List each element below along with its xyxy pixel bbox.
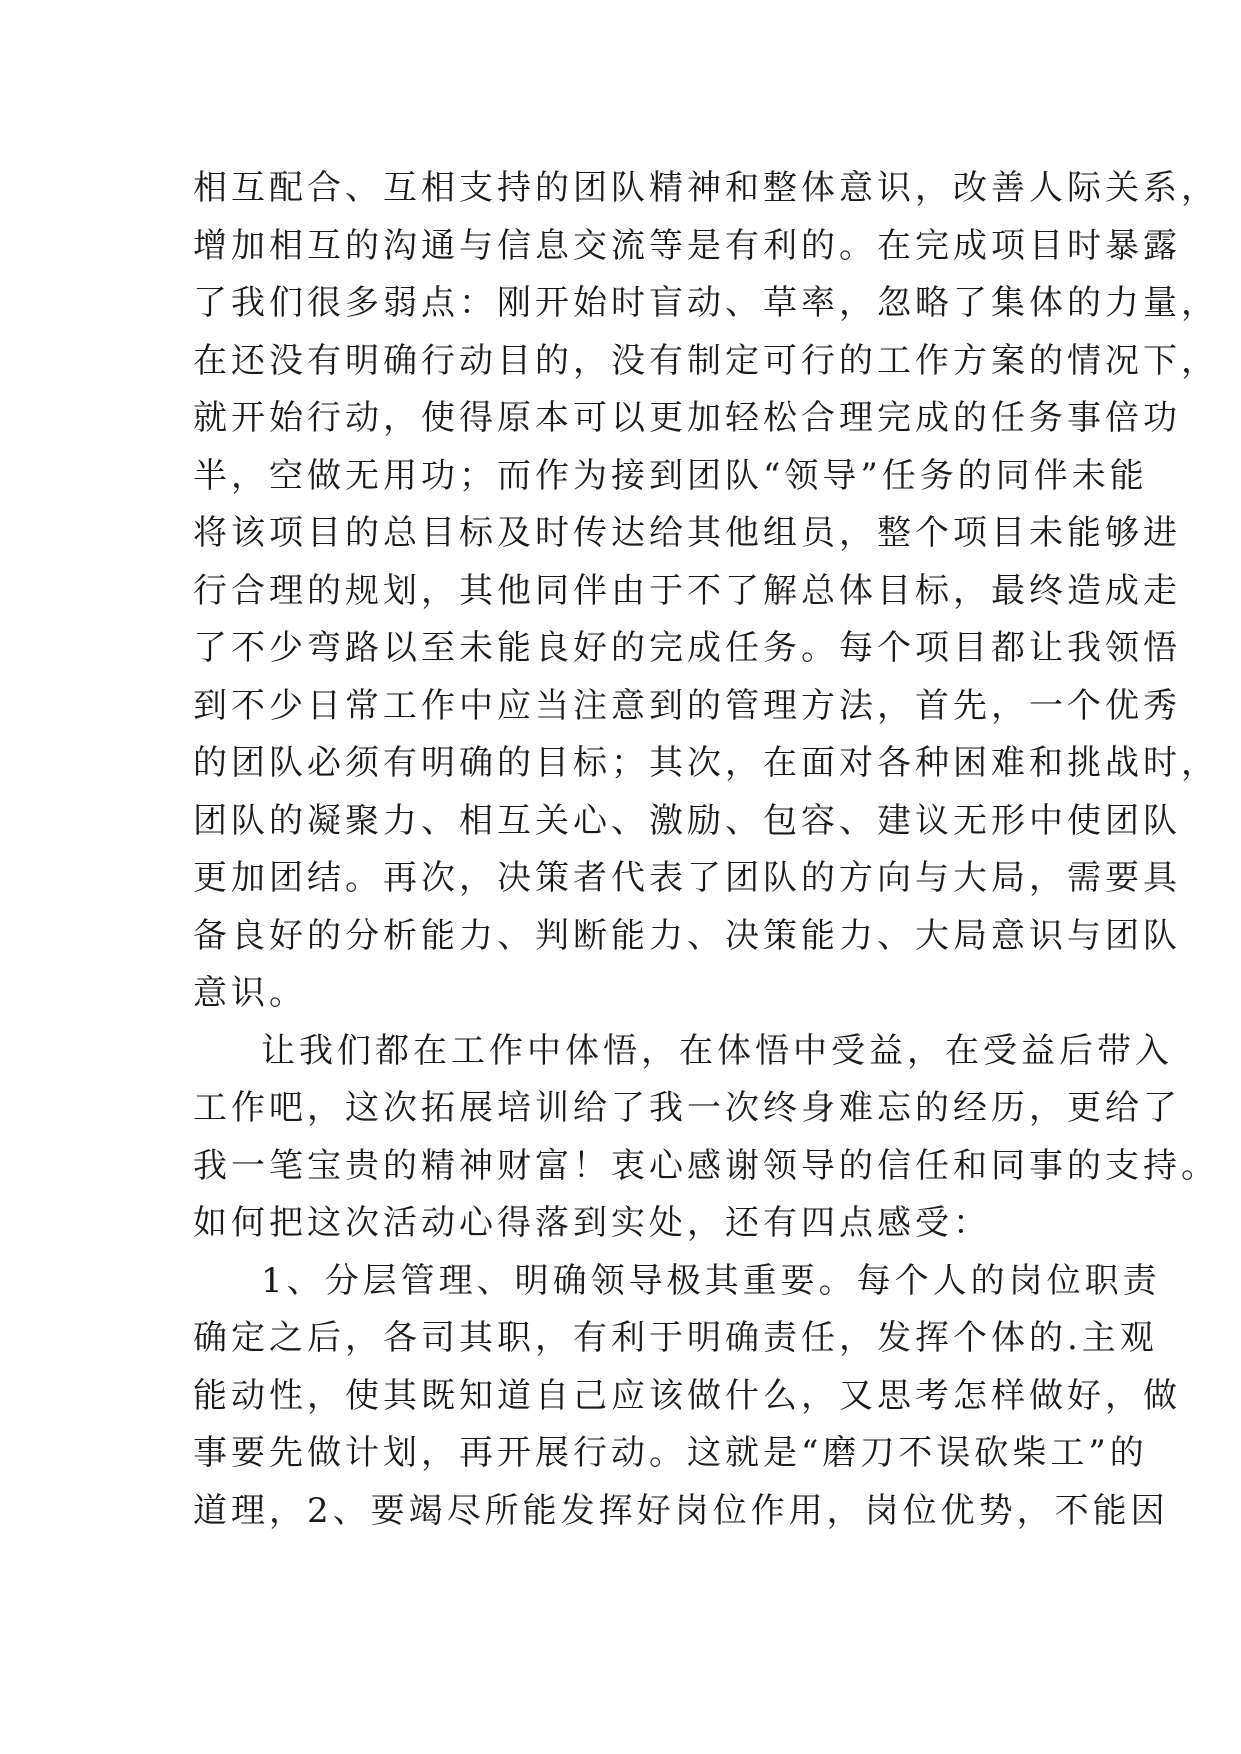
text-line: 在还没有明确行动目的，没有制定可行的工作方案的情况下， bbox=[193, 340, 1219, 381]
text-line: 事要先做计划，再开展行动。这就是“磨刀不误砍柴工”的 bbox=[193, 1433, 1148, 1473]
body-text bbox=[193, 160, 1219, 1540]
text-line: 增加相互的沟通与信息交流等是有利的。在完成项目时暴露 bbox=[193, 225, 1181, 266]
text-line: 了不少弯路以至未能良好的完成任务。每个项目都让我领悟 bbox=[193, 628, 1181, 668]
text-line: 能动性，使其既知道自己应该做什么，又思考怎样做好，做 bbox=[193, 1375, 1181, 1416]
text-line: 让我们都在工作中体悟，在体悟中受益，在受益后带入 bbox=[261, 1030, 1173, 1071]
text-line: 确定之后，各司其职，有利于明确责任，发挥个体的.主观 bbox=[193, 1318, 1158, 1358]
text-line: 了我们很多弱点：刚开始时盲动、草率，忽略了集体的力量， bbox=[193, 283, 1219, 323]
text-line: 工作吧，这次拓展培训给了我一次终身难忘的经历，更给了 bbox=[193, 1088, 1181, 1128]
text-line: 我一笔宝贵的精神财富！衷心感谢领导的信任和同事的支持。 bbox=[193, 1145, 1219, 1186]
text-line: 将该项目的总目标及时传达给其他组员，整个项目未能够进 bbox=[193, 513, 1181, 553]
text-line: 更加团结。再次，决策者代表了团队的方向与大局，需要具 bbox=[193, 858, 1181, 898]
text-line: 意识。 bbox=[193, 973, 307, 1013]
text-line: 备良好的分析能力、判断能力、决策能力、大局意识与团队 bbox=[193, 915, 1181, 956]
text-line: 1、分层管理、明确领导极其重要。每个人的岗位职责 bbox=[261, 1260, 1161, 1301]
text-line: 就开始行动，使得原本可以更加轻松合理完成的任务事倍功 bbox=[193, 398, 1181, 438]
text-line: 相互配合、互相支持的团队精神和整体意识，改善人际关系， bbox=[193, 168, 1219, 208]
text-line: 如何把这次活动心得落到实处，还有四点感受： bbox=[193, 1203, 991, 1243]
text-line: 团队的凝聚力、相互关心、激励、包容、建议无形中使团队 bbox=[193, 800, 1181, 841]
text-line: 到不少日常工作中应当注意到的管理方法，首先，一个优秀 bbox=[193, 685, 1181, 726]
text-line: 半，空做无用功；而作为接到团队“领导”任务的同伴未能 bbox=[193, 455, 1148, 496]
text-line: 的团队必须有明确的目标；其次，在面对各种困难和挑战时， bbox=[193, 743, 1219, 783]
text-line: 道理，2、要竭尽所能发挥好岗位作用，岗位优势，不能因 bbox=[193, 1490, 1169, 1531]
text-line: 行合理的规划，其他同伴由于不了解总体目标，最终造成走 bbox=[193, 570, 1181, 611]
